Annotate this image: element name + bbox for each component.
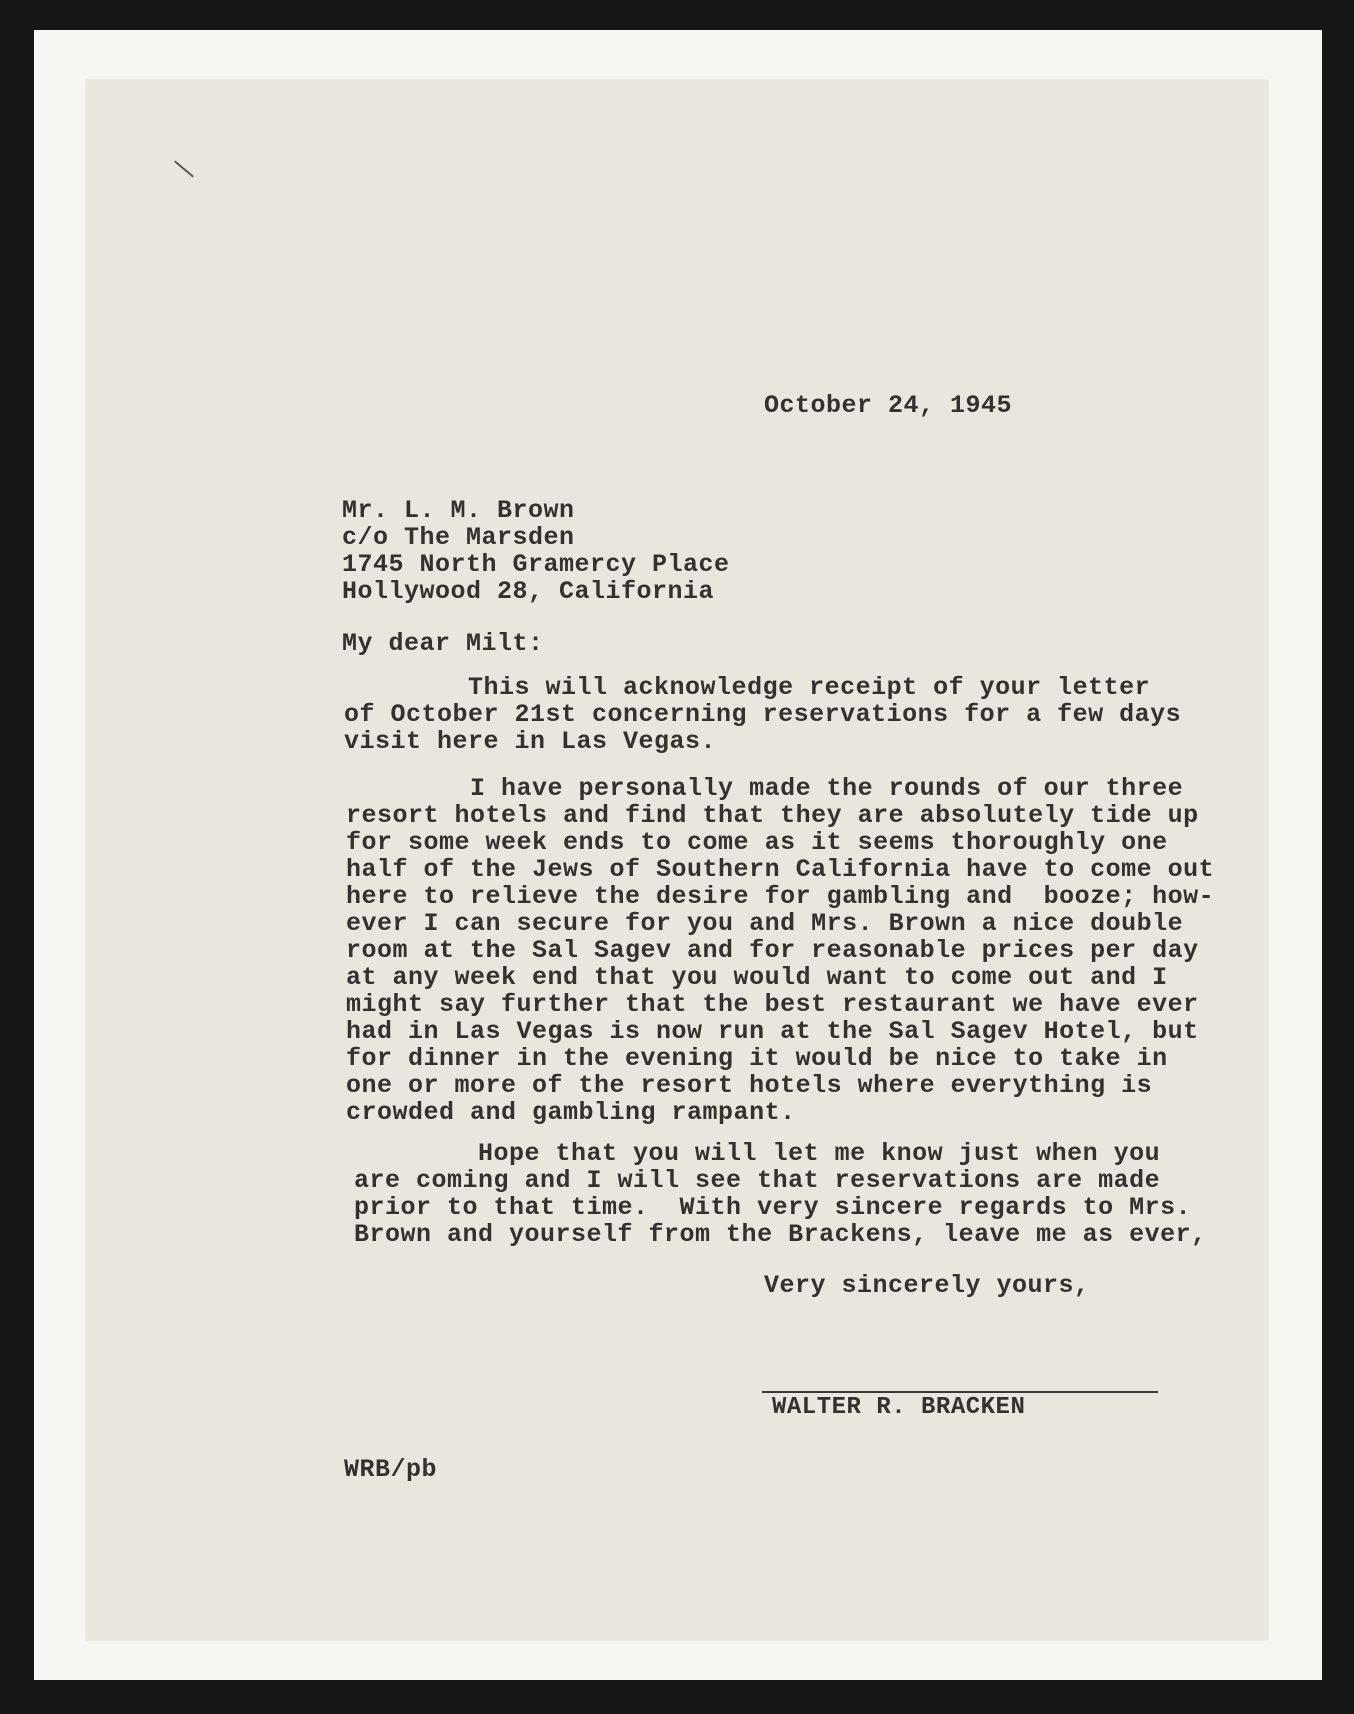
paragraph-line: room at the Sal Sagev and for reasonable prices per day xyxy=(346,936,1199,965)
closing: Very sincerely yours, xyxy=(764,1271,1090,1300)
paragraph-1 xyxy=(344,674,1181,755)
signature-name: WALTER R. BRACKEN xyxy=(772,1394,1026,1421)
recipient-address xyxy=(342,497,730,605)
address-line: 1745 North Gramercy Place xyxy=(342,550,730,579)
signature-line xyxy=(762,1391,1158,1393)
paragraph-line: at any week end that you would want to come out and I xyxy=(346,963,1168,992)
paragraph-line: of October 21st concerning reservations for a few days xyxy=(344,700,1182,729)
letter-date: October 24, 1945 xyxy=(764,391,1013,420)
paragraph-line: This will acknowledge receipt of your letter xyxy=(344,673,1151,702)
paragraph-line: for dinner in the evening it would be nice to take in xyxy=(346,1044,1168,1073)
paragraph-line: Hope that you will let me know just when you xyxy=(354,1139,1161,1168)
paragraph-line: visit here in Las Vegas. xyxy=(344,727,717,756)
address-line: c/o The Marsden xyxy=(342,523,575,552)
typist-initials: WRB/pb xyxy=(344,1455,438,1484)
paragraph-line: resort hotels and find that they are absolutely tide up xyxy=(346,801,1199,830)
paragraph-line: I have personally made the rounds of our three xyxy=(346,774,1184,803)
paragraph-line: might say further that the best restaurant we have ever xyxy=(346,990,1199,1019)
address-line: Mr. L. M. Brown xyxy=(342,496,575,525)
paragraph-line: here to relieve the desire for gambling and booze; how- xyxy=(346,882,1215,911)
paragraph-line: half of the Jews of Southern California have to come out xyxy=(346,855,1215,884)
paragraph-2 xyxy=(346,775,1214,1126)
paragraph-3 xyxy=(354,1140,1207,1248)
paragraph-line: Brown and yourself from the Brackens, leave me as ever, xyxy=(354,1220,1207,1249)
paragraph-line: are coming and I will see that reservations are made xyxy=(354,1166,1161,1195)
paragraph-line: one or more of the resort hotels where everything is xyxy=(346,1071,1153,1100)
paragraph-line: for some week ends to come as it seems thoroughly one xyxy=(346,828,1168,857)
paragraph-line: crowded and gambling rampant. xyxy=(346,1098,796,1127)
salutation: My dear Milt: xyxy=(342,629,544,658)
paragraph-line: prior to that time. With very sincere regards to Mrs. xyxy=(354,1193,1192,1222)
address-line: Hollywood 28, California xyxy=(342,577,715,606)
paragraph-line: ever I can secure for you and Mrs. Brown a nice double xyxy=(346,909,1184,938)
paragraph-line: had in Las Vegas is now run at the Sal Sagev Hotel, but xyxy=(346,1017,1199,1046)
